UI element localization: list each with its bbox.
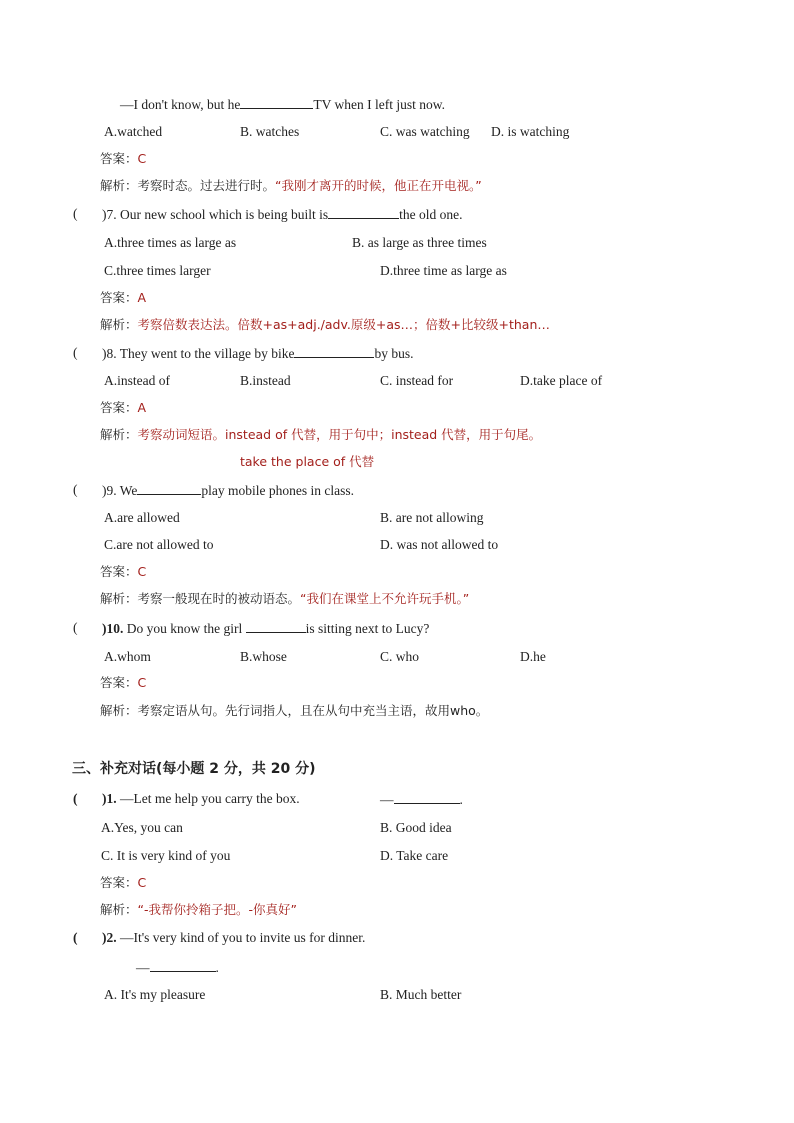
q7-option-a: A.three times as large as: [104, 235, 237, 250]
q9-number: )9.: [102, 483, 117, 498]
analysis-text: 考察定语从句。先行词指人，且在从句中充当主语，故用who。: [137, 703, 489, 718]
s3q2-number: )2.: [102, 930, 117, 945]
s3q1-number: )1.: [102, 791, 117, 806]
answer-label: 答案：: [100, 564, 138, 579]
s3q1-paren: (: [73, 791, 78, 806]
q8-option-d: D.take place of: [520, 373, 603, 388]
q10-paren: (: [73, 620, 78, 635]
s3q1-stem: [102, 790, 300, 808]
q8-stem-part-b: by bus.: [374, 346, 414, 361]
answer-label: 答案：: [100, 875, 138, 890]
answer-value: C: [137, 875, 147, 890]
analysis-text: 考察一般现在时的被动语态。: [137, 591, 301, 606]
q10-option-d: D.he: [520, 649, 546, 664]
analysis-text: “-我帮你拎箱子把。-你真好”: [137, 902, 297, 917]
s3q1-reply-dash: —: [380, 792, 394, 807]
answer-value: C: [137, 564, 147, 579]
q9-stem-part-a: We: [119, 483, 138, 498]
q10-analysis: [100, 702, 488, 720]
q10-stem: [102, 619, 429, 638]
q9-option-a: A.are allowed: [104, 510, 180, 525]
s3q2-option-b: B. Much better: [380, 987, 462, 1002]
q6-stem-part-a: —I don't know, but he: [120, 97, 241, 112]
q10-option-c: C. who: [380, 649, 420, 664]
answer-value: C: [137, 675, 147, 690]
q7-answer: [100, 289, 146, 307]
analysis-text: 考察倍数表达法。倍数+as+adj./adv.原级+as…；倍数+比较级+than…: [137, 317, 550, 332]
s3q2-stem-text: —It's very kind of you to invite us for dinner.: [120, 930, 366, 945]
q9-option-d: D. was not allowed to: [380, 537, 499, 552]
q7-stem: [102, 205, 462, 224]
q9-stem: [102, 481, 354, 500]
s3q1-option-d: D. Take care: [380, 848, 449, 863]
q6-option-a: A.watched: [104, 124, 163, 139]
answer-value: A: [137, 400, 147, 415]
answer-label: 答案：: [100, 290, 138, 305]
s3q2-reply-dash: —: [136, 960, 150, 975]
q8-blank: [294, 344, 374, 358]
q7-option-d: D.three time as large as: [380, 263, 507, 278]
q8-number: )8.: [102, 346, 117, 361]
analysis-label: 解析：: [100, 902, 138, 917]
analysis-label: 解析：: [100, 178, 138, 193]
answer-label: 答案：: [100, 151, 138, 166]
analysis-label: 解析：: [100, 703, 138, 718]
answer-value: A: [137, 290, 147, 305]
analysis-translation: “我刚才离开的时候，他正在开电视。”: [275, 178, 482, 193]
s3q1-stem-text: —Let me help you carry the box.: [120, 791, 300, 806]
q6-option-d: D. is watching: [491, 124, 570, 139]
q9-paren: (: [73, 482, 78, 497]
q6-stem-part-b: TV when I left just now.: [313, 97, 446, 112]
q6-analysis: [100, 177, 482, 195]
q9-blank: [137, 481, 201, 495]
q7-stem-part-b: the old one.: [399, 207, 463, 222]
q6-option-b: B. watches: [240, 124, 300, 139]
q6-blank: [240, 95, 313, 109]
analysis-text: 考察动词短语。instead of 代替，用于句中；instead 代替，用于句尾。: [137, 427, 542, 442]
s3q1-reply: [380, 790, 463, 809]
q8-option-a: A.instead of: [104, 373, 170, 388]
s3q1-analysis: [100, 901, 297, 919]
s3q2-reply-period: .: [215, 960, 219, 975]
s3q1-option-b: B. Good idea: [380, 820, 452, 835]
q6-answer: [100, 150, 146, 168]
q6-option-c: C. was watching: [380, 124, 470, 139]
s3q2-blank: [150, 958, 216, 972]
q7-blank: [328, 205, 399, 219]
q8-stem: [102, 344, 413, 363]
q10-option-b: B.whose: [240, 649, 287, 664]
analysis-label: 解析：: [100, 591, 138, 606]
q7-stem-part-a: Our new school which is being built is: [120, 207, 329, 222]
q9-analysis: [100, 590, 469, 608]
q9-stem-part-b: play mobile phones in class.: [201, 483, 355, 498]
analysis-translation: “我们在课堂上不允许玩手机。”: [300, 591, 470, 606]
q8-analysis: [100, 426, 541, 444]
q7-option-c: C.three times larger: [104, 263, 211, 278]
q8-option-b: B.instead: [240, 373, 291, 388]
q8-stem-part-a: They went to the village by bike: [119, 346, 295, 361]
q9-option-b: B. are not allowing: [380, 510, 484, 525]
q10-blank: [246, 619, 306, 633]
q8-answer: [100, 399, 146, 417]
s3q1-option-a: A.Yes, you can: [101, 820, 183, 835]
q10-answer: [100, 674, 146, 692]
q9-answer: [100, 563, 146, 581]
q10-stem-part-b: is sitting next to Lucy?: [305, 621, 430, 636]
q8-analysis-line2: take the place of 代替: [240, 454, 375, 469]
q8-option-c: C. instead for: [380, 373, 454, 388]
q7-analysis: [100, 316, 550, 334]
q6-stem: [120, 95, 445, 114]
q10-stem-part-a: Do you know the girl: [126, 621, 243, 636]
s3q1-option-c: C. It is very kind of you: [101, 848, 231, 863]
q9-option-c: C.are not allowed to: [104, 537, 214, 552]
answer-label: 答案：: [100, 675, 138, 690]
s3q1-blank: [394, 790, 460, 804]
q8-paren: (: [73, 345, 78, 360]
section-heading: 三、补充对话(每小题 2 分，共 20 分): [72, 761, 316, 777]
answer-value: C: [137, 151, 147, 166]
answer-label: 答案：: [100, 400, 138, 415]
q7-number: )7.: [102, 207, 117, 222]
s3q2-option-a: A. It's my pleasure: [104, 987, 206, 1002]
s3q2-paren: (: [73, 930, 78, 945]
s3q2-reply: [136, 958, 219, 977]
q7-option-b: B. as large as three times: [352, 235, 487, 250]
q10-option-a: A.whom: [104, 649, 151, 664]
analysis-label: 解析：: [100, 317, 138, 332]
analysis-label: 解析：: [100, 427, 138, 442]
s3q1-reply-period: .: [459, 792, 463, 807]
q10-number: )10.: [102, 621, 124, 636]
q7-paren: (: [73, 206, 78, 221]
analysis-text: 考察时态。过去进行时。: [137, 178, 276, 193]
s3q1-answer: [100, 874, 146, 892]
s3q2-stem: [102, 929, 365, 947]
